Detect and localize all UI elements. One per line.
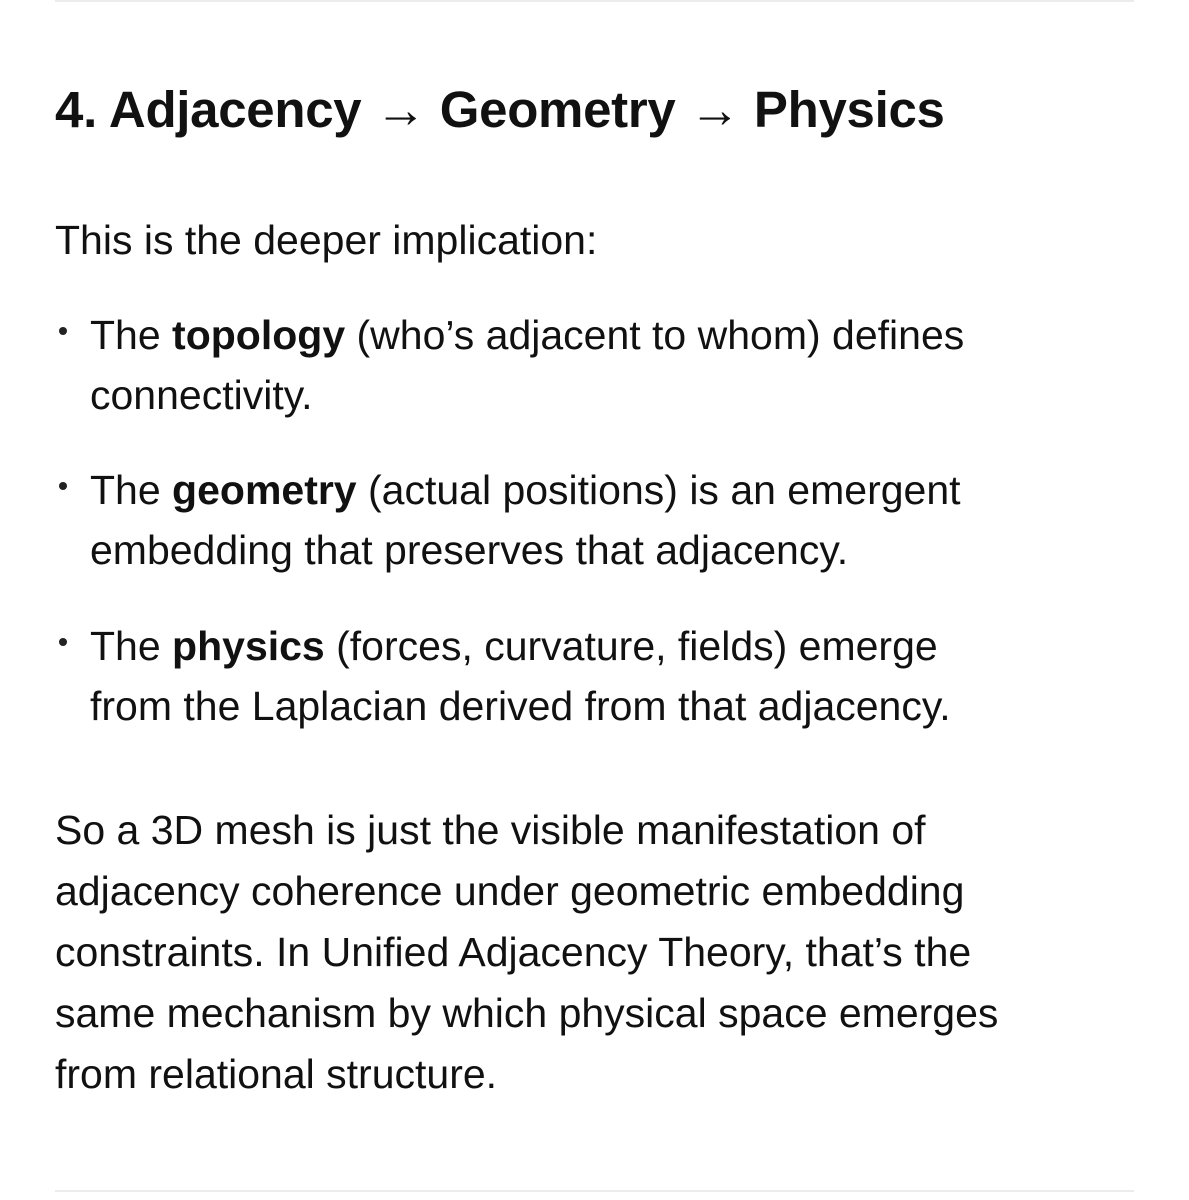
bullet-rest: (actual positions) is an emergent	[356, 467, 961, 513]
closing-line: from relational structure.	[55, 1051, 498, 1097]
bullet-text	[90, 460, 1134, 580]
top-divider	[55, 0, 1134, 2]
closing-line: So a 3D mesh is just the visible manifestation of	[55, 807, 926, 853]
bullet-prefix: The	[90, 623, 173, 669]
bullet-term: geometry	[172, 467, 357, 513]
section-heading: 4. Adjacency → Geometry → Physics	[55, 81, 945, 138]
bullet-dot-icon	[59, 638, 67, 646]
closing-line: constraints. In Unified Adjacency Theory, that’s the	[55, 929, 972, 975]
bullet-text	[90, 616, 1134, 736]
bottom-divider	[55, 1190, 1134, 1192]
bullet-text	[90, 305, 1134, 425]
bullet-prefix: The	[90, 467, 173, 513]
bullet-continuation: connectivity.	[90, 372, 313, 418]
closing-paragraph	[55, 800, 1134, 1105]
intro-paragraph: This is the deeper implication:	[55, 217, 598, 263]
bullet-term: physics	[172, 623, 325, 669]
bullet-prefix: The	[90, 312, 173, 358]
bullet-continuation: from the Laplacian derived from that adjacency.	[90, 683, 951, 729]
bullet-rest: (forces, curvature, fields) emerge	[324, 623, 938, 669]
closing-line: same mechanism by which physical space emerges	[55, 990, 999, 1036]
bullet-dot-icon	[59, 327, 67, 335]
bullet-rest: (who’s adjacent to whom) defines	[345, 312, 965, 358]
bullet-term: topology	[172, 312, 346, 358]
closing-line: adjacency coherence under geometric embedding	[55, 868, 965, 914]
bullet-dot-icon	[59, 482, 67, 490]
bullet-continuation: embedding that preserves that adjacency.	[90, 527, 849, 573]
